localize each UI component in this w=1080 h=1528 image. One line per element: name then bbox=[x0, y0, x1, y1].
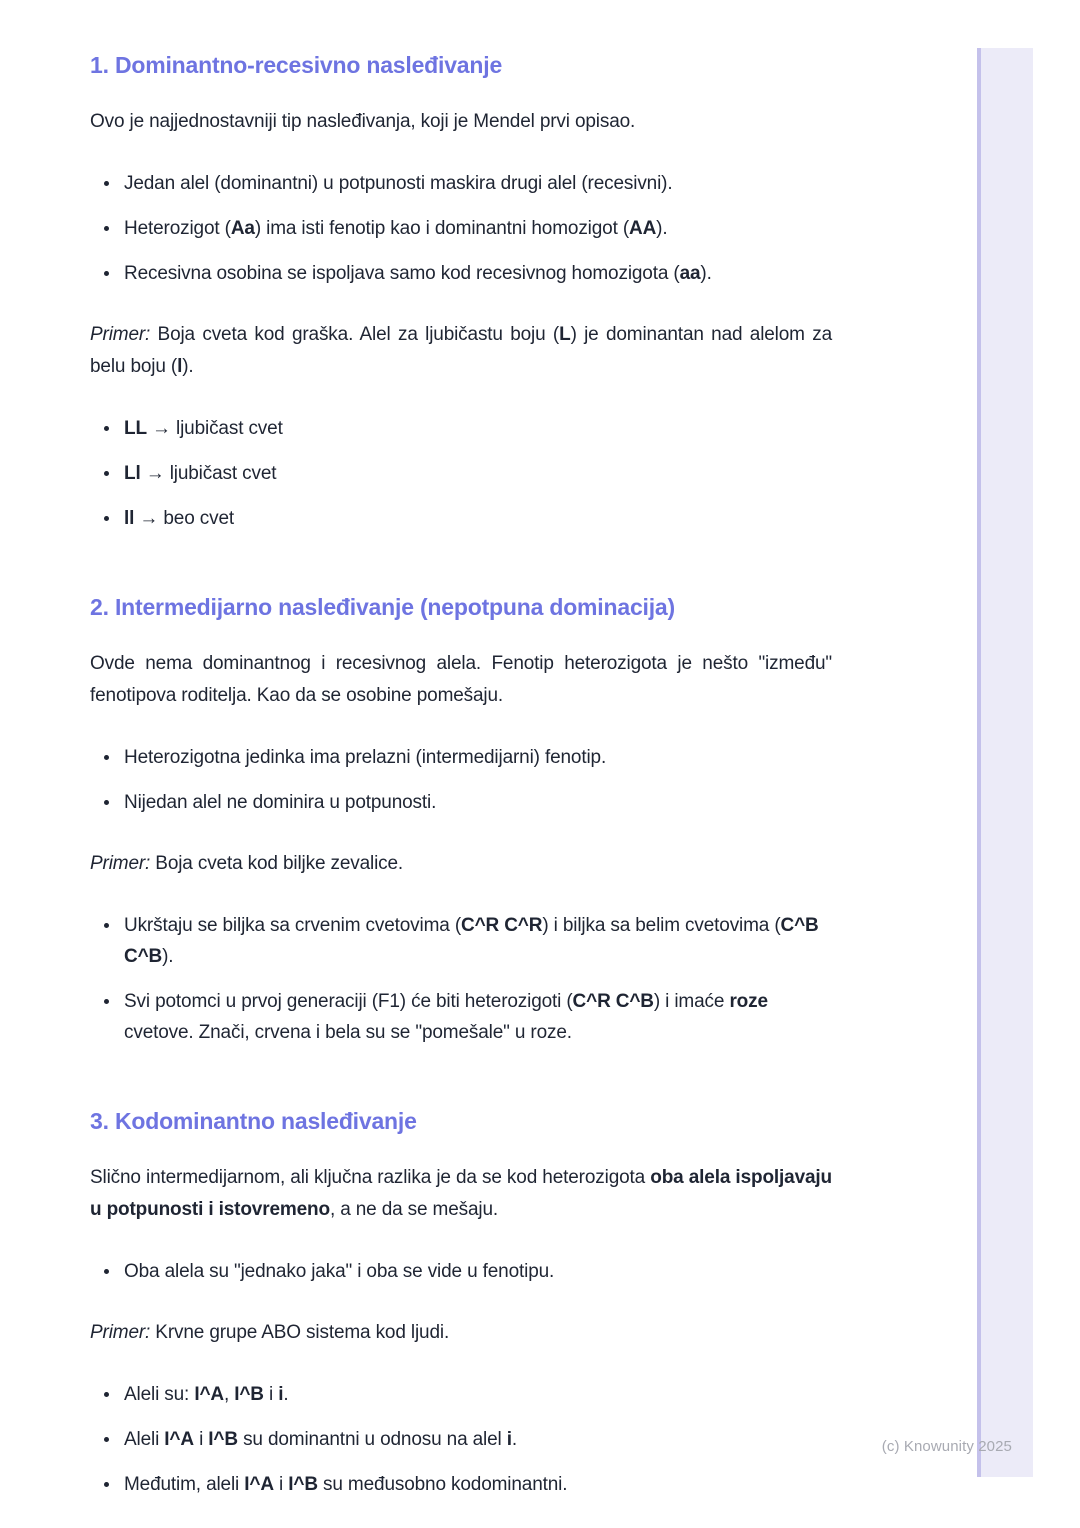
section-intermediate bbox=[90, 592, 832, 1048]
bullet-item: Recesivna osobina se ispoljava samo kod recesivnog homozigota (aa). bbox=[90, 258, 832, 289]
bullet-item: Međutim, aleli I^A i I^B su međusobno kodominantni. bbox=[90, 1469, 832, 1500]
bullet-item: LL → ljubičast cvet bbox=[90, 413, 832, 444]
bullet-list bbox=[90, 1256, 832, 1287]
bullet-list bbox=[90, 742, 832, 818]
bullet-item: Aleli I^A i I^B su dominantni u odnosu na alel i. bbox=[90, 1424, 832, 1455]
example-paragraph: Primer: Boja cveta kod biljke zevalice. bbox=[90, 853, 404, 874]
section-dominant-recessive bbox=[90, 50, 832, 534]
bullet-item: Heterozigotna jedinka ima prelazni (intermedijarni) fenotip. bbox=[90, 742, 832, 773]
section-intro-paragraph: Ovo je najjednostavniji tip nasleđivanja, koji je Mendel prvi opisao. bbox=[90, 111, 636, 132]
bullet-item: Aleli su: I^A, I^B i i. bbox=[90, 1379, 832, 1410]
section-heading: 1. Dominantno-recesivno nasleđivanje bbox=[90, 52, 503, 78]
bullet-list bbox=[90, 413, 832, 534]
example-paragraph: Primer: Krvne grupe ABO sistema kod ljudi. bbox=[90, 1322, 450, 1343]
bullet-list bbox=[90, 1379, 832, 1500]
bullet-list bbox=[90, 168, 832, 289]
section-intro-paragraph: Ovde nema dominantnog i recesivnog alela. Fenotip heterozigota je nešto "između" fenotipova roditelja. Kao da se osobine pomešaju. bbox=[90, 653, 832, 706]
section-heading: 3. Kodominantno nasleđivanje bbox=[90, 1108, 417, 1134]
scrollbar-track[interactable] bbox=[977, 48, 1033, 1477]
bullet-item: Svi potomci u prvoj generaciji (F1) će biti heterozigoti (C^R C^B) i imaće roze cvetove. Znači, crvena i bela su se "pomešale" u roze. bbox=[90, 986, 832, 1048]
section-intro-paragraph: Slično intermedijarnom, ali ključna razlika je da se kod heterozigota oba alela ispoljavaju u potpunosti i istovremeno, a ne da se mešaju. bbox=[90, 1167, 832, 1220]
bullet-item: Ll → ljubičast cvet bbox=[90, 458, 832, 489]
example-paragraph: Primer: Boja cveta kod graška. Alel za ljubičastu boju (L) je dominantan nad alelom za belu boju (l). bbox=[90, 324, 832, 377]
bullet-item: ll → beo cvet bbox=[90, 503, 832, 534]
bullet-item: Oba alela su "jednako jaka" i oba se vide u fenotipu. bbox=[90, 1256, 832, 1287]
section-codominant bbox=[90, 1106, 832, 1500]
note-content bbox=[90, 0, 832, 1528]
bullet-item: Heterozigot (Aa) ima isti fenotip kao i dominantni homozigot (AA). bbox=[90, 213, 832, 244]
bullet-list bbox=[90, 910, 832, 1048]
copyright-watermark: (c) Knowunity 2025 bbox=[881, 1438, 1012, 1455]
section-heading: 2. Intermedijarno nasleđivanje (nepotpuna dominacija) bbox=[90, 594, 675, 620]
bullet-item: Ukrštaju se biljka sa crvenim cvetovima (C^R C^R) i biljka sa belim cvetovima (C^B C^B). bbox=[90, 910, 832, 972]
bullet-item: Nijedan alel ne dominira u potpunosti. bbox=[90, 787, 832, 818]
bullet-item: Jedan alel (dominantni) u potpunosti maskira drugi alel (recesivni). bbox=[90, 168, 832, 199]
